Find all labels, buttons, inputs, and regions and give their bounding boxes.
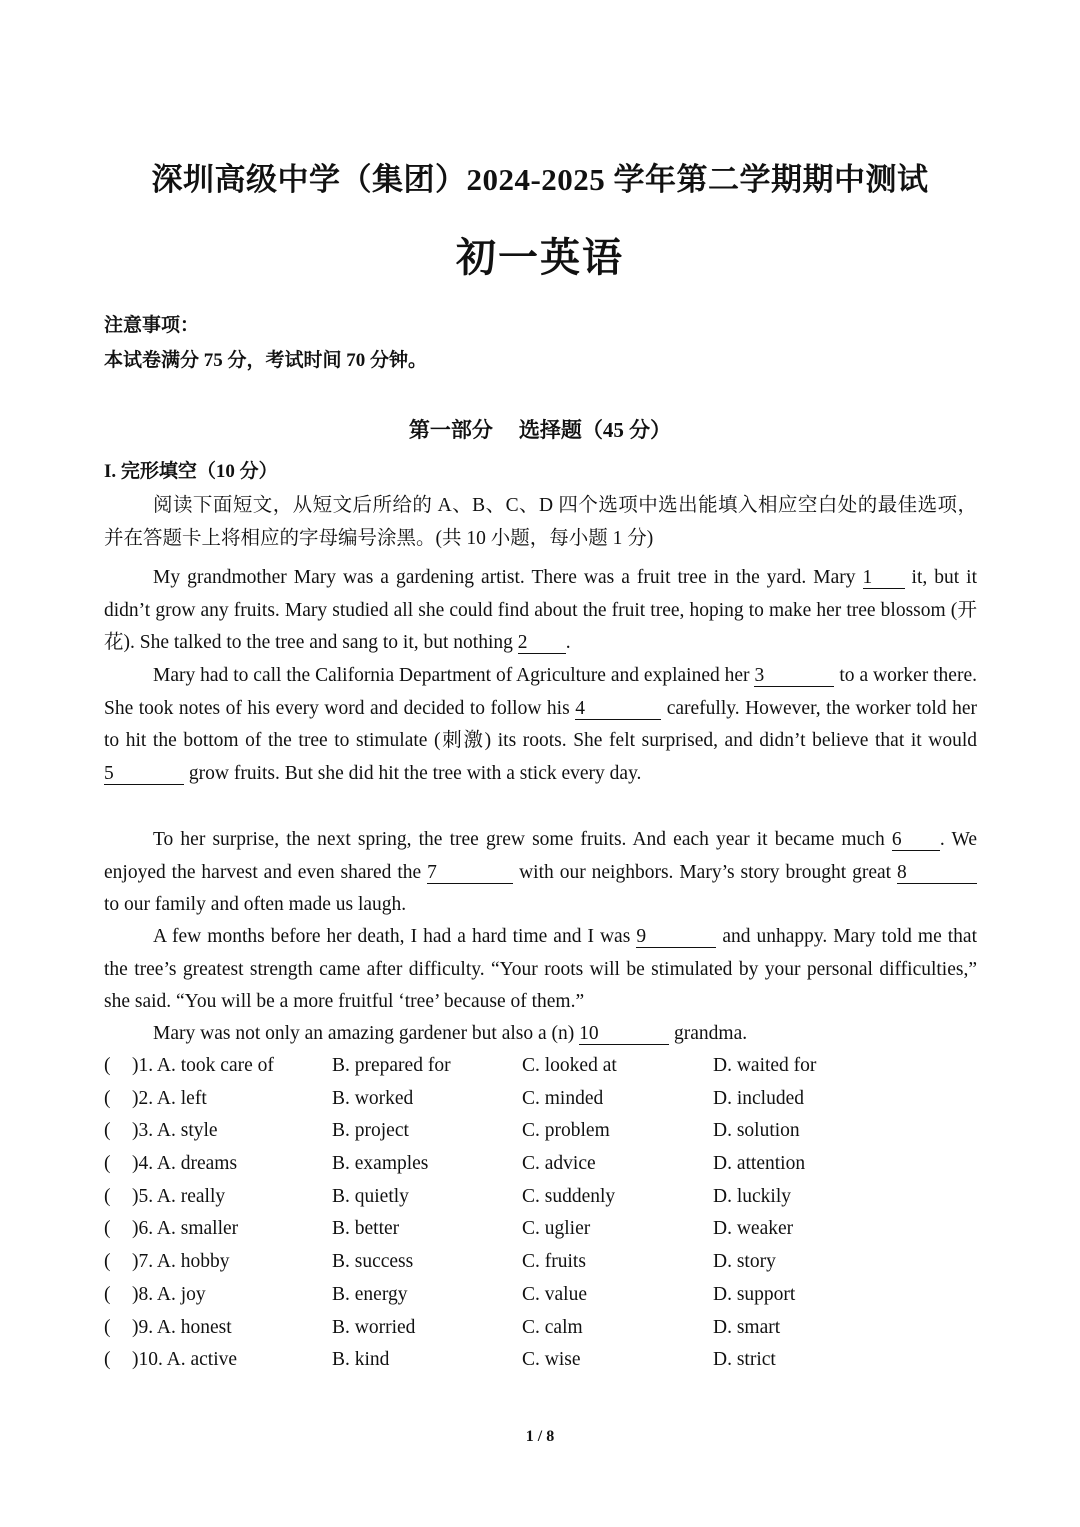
option-c: C. minded [522, 1087, 604, 1109]
question-row [104, 1050, 984, 1083]
question-row [104, 1083, 984, 1116]
passage-paragraph-3: To her surprise, the next spring, the tree grew some fruits. And each year it became much 6 . We enjoyed the harvest and even shared the 7 with our neighbors. Mary’s story brought great 8 to our family and often made us laugh. [104, 829, 977, 916]
exam-subject: 初一英语 [456, 235, 624, 280]
answer-paren[interactable]: ( [104, 1251, 111, 1273]
option-c: C. suddenly [522, 1185, 616, 1207]
option-c: C. wise [522, 1349, 581, 1371]
section-instructions: 阅读下面短文，从短文后所给的 A、B、C、D 四个选项中选出能填入相应空白处的最佳选项，并在答题卡上将相应的字母编号涂黑。(共 10 小题，每小题 1 分) [104, 495, 977, 549]
blank-8: 8 [897, 863, 977, 884]
option-d: D. weaker [713, 1218, 794, 1240]
blank-10: 10 [579, 1024, 669, 1045]
answer-paren[interactable]: ( [104, 1316, 111, 1338]
exam-title: 深圳高级中学（集团）2024-2025 学年第二学期期中测试 [151, 162, 929, 197]
blank-5: 5 [104, 764, 184, 785]
answer-paren[interactable]: ( [104, 1087, 111, 1109]
option-a: )2. A. left [132, 1087, 207, 1109]
option-c: C. problem [522, 1120, 610, 1142]
blank-6: 6 [892, 830, 940, 851]
blank-7: 7 [427, 863, 513, 884]
option-b: B. worked [332, 1087, 414, 1109]
option-a: )7. A. hobby [132, 1251, 230, 1273]
passage-paragraph-4: A few months before her death, I had a hard time and I was 9 and unhappy. Mary told me that the tree’s greatest strength came after difficulty. “Your roots will be stimulated by your personal difficulties,” she said. “You will be a more fruitful ‘tree’ because of them.” [104, 926, 977, 1013]
option-c: C. value [522, 1283, 587, 1305]
question-row [104, 1279, 984, 1312]
option-c: C. advice [522, 1153, 596, 1175]
option-c: C. calm [522, 1316, 583, 1338]
option-a: )1. A. took care of [132, 1055, 274, 1076]
option-b: B. prepared for [332, 1055, 451, 1076]
option-a: )8. A. joy [132, 1283, 206, 1305]
passage-paragraph-2: Mary had to call the California Department of Agriculture and explained her 3 to a worker there. She took notes of his every word and decided to follow his 4 carefully. However, the worker told her to hit the bottom of the tree to stimulate (刺激) its roots. She felt surprised, and didn’t believe that it would 5 grow fruits. But she did hit the tree with a stick every day. [104, 665, 977, 785]
part-one-title [0, 414, 1080, 444]
answer-paren[interactable]: ( [104, 1120, 111, 1142]
question-row [104, 1148, 984, 1181]
blank-4: 4 [575, 699, 661, 720]
question-row [104, 1115, 984, 1148]
option-a: )10. A. active [132, 1349, 238, 1371]
option-d: D. support [713, 1283, 796, 1305]
option-d: D. story [713, 1251, 776, 1273]
blank-3: 3 [754, 666, 834, 687]
question-list [104, 1050, 984, 1377]
part-one-type: 选择题（45 分） [518, 418, 672, 442]
option-c: C. uglier [522, 1218, 591, 1240]
answer-paren[interactable]: ( [104, 1055, 111, 1076]
answer-paren[interactable]: ( [104, 1349, 111, 1371]
option-a: )5. A. really [132, 1185, 226, 1207]
option-b: B. success [332, 1251, 414, 1273]
answer-paren[interactable]: ( [104, 1283, 111, 1305]
option-b: B. quietly [332, 1185, 409, 1207]
option-a: )4. A. dreams [132, 1153, 238, 1175]
notice-heading: 注意事项： [104, 315, 200, 336]
option-b: B. project [332, 1120, 409, 1142]
option-a: )6. A. smaller [132, 1218, 239, 1240]
option-b: B. worried [332, 1316, 416, 1338]
option-c: C. fruits [522, 1251, 586, 1273]
option-b: B. examples [332, 1153, 429, 1175]
question-row [104, 1312, 984, 1345]
answer-paren[interactable]: ( [104, 1153, 111, 1175]
question-row [104, 1344, 984, 1377]
page-number: 1 / 8 [525, 1428, 555, 1445]
option-d: D. waited for [713, 1055, 817, 1076]
section-heading: I. 完形填空（10 分） [104, 461, 278, 482]
option-d: D. luckily [713, 1185, 791, 1207]
option-b: B. energy [332, 1283, 408, 1305]
passage-paragraph-5: Mary was not only an amazing gardener but also a (n) 10 grandma. [153, 1023, 748, 1044]
question-row [104, 1181, 984, 1214]
option-a: )9. A. honest [132, 1316, 232, 1338]
option-d: D. solution [713, 1120, 800, 1142]
option-b: B. kind [332, 1349, 390, 1371]
question-row [104, 1213, 984, 1246]
answer-paren[interactable]: ( [104, 1218, 111, 1240]
option-c: C. looked at [522, 1055, 617, 1076]
option-d: D. strict [713, 1349, 776, 1371]
passage-paragraph-1: My grandmother Mary was a gardening artist. There was a fruit tree in the yard. Mary 1 it, but it didn’t grow any fruits. Mary studied all she could find about the fruit tree, hoping to make her tree blossom (开花). She talked to the tree and sang to it, but nothing 2 . [104, 567, 977, 654]
blank-2: 2 [518, 633, 566, 654]
notice-body: 本试卷满分 75 分，考试时间 70 分钟。 [104, 350, 428, 371]
question-row [104, 1246, 984, 1279]
part-one-label: 第一部分 [408, 418, 493, 442]
option-d: D. attention [713, 1153, 806, 1175]
option-d: D. included [713, 1087, 804, 1109]
blank-9: 9 [636, 927, 716, 948]
option-d: D. smart [713, 1316, 781, 1338]
answer-paren[interactable]: ( [104, 1185, 111, 1207]
option-a: )3. A. style [132, 1120, 218, 1142]
blank-1: 1 [863, 568, 905, 589]
option-b: B. better [332, 1218, 400, 1240]
